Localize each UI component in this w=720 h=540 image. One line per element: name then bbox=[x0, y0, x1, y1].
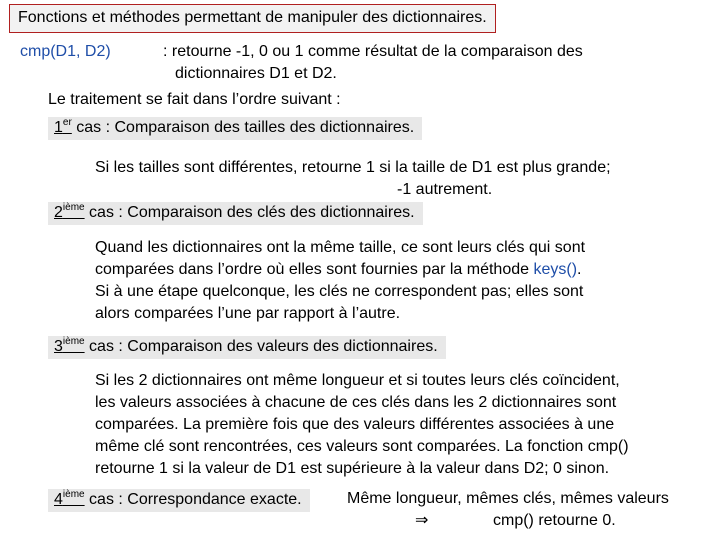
case-4-label: cas : Correspondance exacte. bbox=[84, 491, 302, 508]
case-1-number: 1er bbox=[54, 117, 72, 136]
case-3-line-4: même clé sont rencontrées, ces valeurs sont comparées. La fonction cmp() bbox=[95, 438, 629, 455]
case-4-number: 4ième bbox=[54, 489, 85, 508]
case-2-heading bbox=[48, 202, 423, 225]
keys-method: keys() bbox=[533, 261, 578, 278]
case-1-line-2: -1 autrement. bbox=[397, 181, 493, 198]
cmp-description-line2: dictionnaires D1 et D2. bbox=[175, 65, 337, 82]
cmp-signature: cmp(D1, D2) bbox=[20, 43, 111, 60]
case-4-result: cmp() retourne 0. bbox=[493, 512, 616, 529]
case-2-line-4: alors comparées l’une par rapport à l’autre. bbox=[95, 305, 401, 322]
case-3-line-5: retourne 1 si la valeur de D1 est supérieure à la valeur dans D2; 0 sinon. bbox=[95, 460, 610, 477]
cmp-description-line1: : retourne -1, 0 ou 1 comme résultat de la comparaison des bbox=[163, 43, 583, 60]
case-2-label: cas : Comparaison des clés des dictionnaires. bbox=[84, 204, 415, 221]
case-4-trailing: Même longueur, mêmes clés, mêmes valeurs bbox=[347, 490, 669, 507]
case-3-heading bbox=[48, 336, 446, 359]
case-1-heading bbox=[48, 117, 422, 140]
case-3-line-2: les valeurs associées à chacune de ces clés dans les 2 dictionnaires sont bbox=[95, 394, 617, 411]
case-3-label: cas : Comparaison des valeurs des dictionnaires. bbox=[84, 338, 438, 355]
order-intro: Le traitement se fait dans l’ordre suivant : bbox=[48, 91, 341, 108]
case-2-line-2: comparées dans l’ordre où elles sont fournies par la méthode keys(). bbox=[95, 261, 582, 278]
page-title: Fonctions et méthodes permettant de manipuler des dictionnaires. bbox=[9, 4, 496, 33]
implies-arrow-icon: ⇒ bbox=[415, 512, 429, 529]
case-1-line-1: Si les tailles sont différentes, retourne 1 si la taille de D1 est plus grande; bbox=[95, 159, 611, 176]
case-2-line-1: Quand les dictionnaires ont la même taille, ce sont leurs clés qui sont bbox=[95, 239, 586, 256]
case-3-number: 3ième bbox=[54, 336, 85, 355]
case-1-label: cas : Comparaison des tailles des dictionnaires. bbox=[71, 119, 415, 136]
case-3-line-3: comparées. La première fois que des valeurs différentes associées à une bbox=[95, 416, 615, 433]
case-2-number: 2ième bbox=[54, 202, 85, 221]
case-4-heading bbox=[48, 489, 310, 512]
case-3-line-1: Si les 2 dictionnaires ont même longueur et si toutes leurs clés coïncident, bbox=[95, 372, 620, 389]
case-2-line-3: Si à une étape quelconque, les clés ne correspondent pas; elles sont bbox=[95, 283, 584, 300]
